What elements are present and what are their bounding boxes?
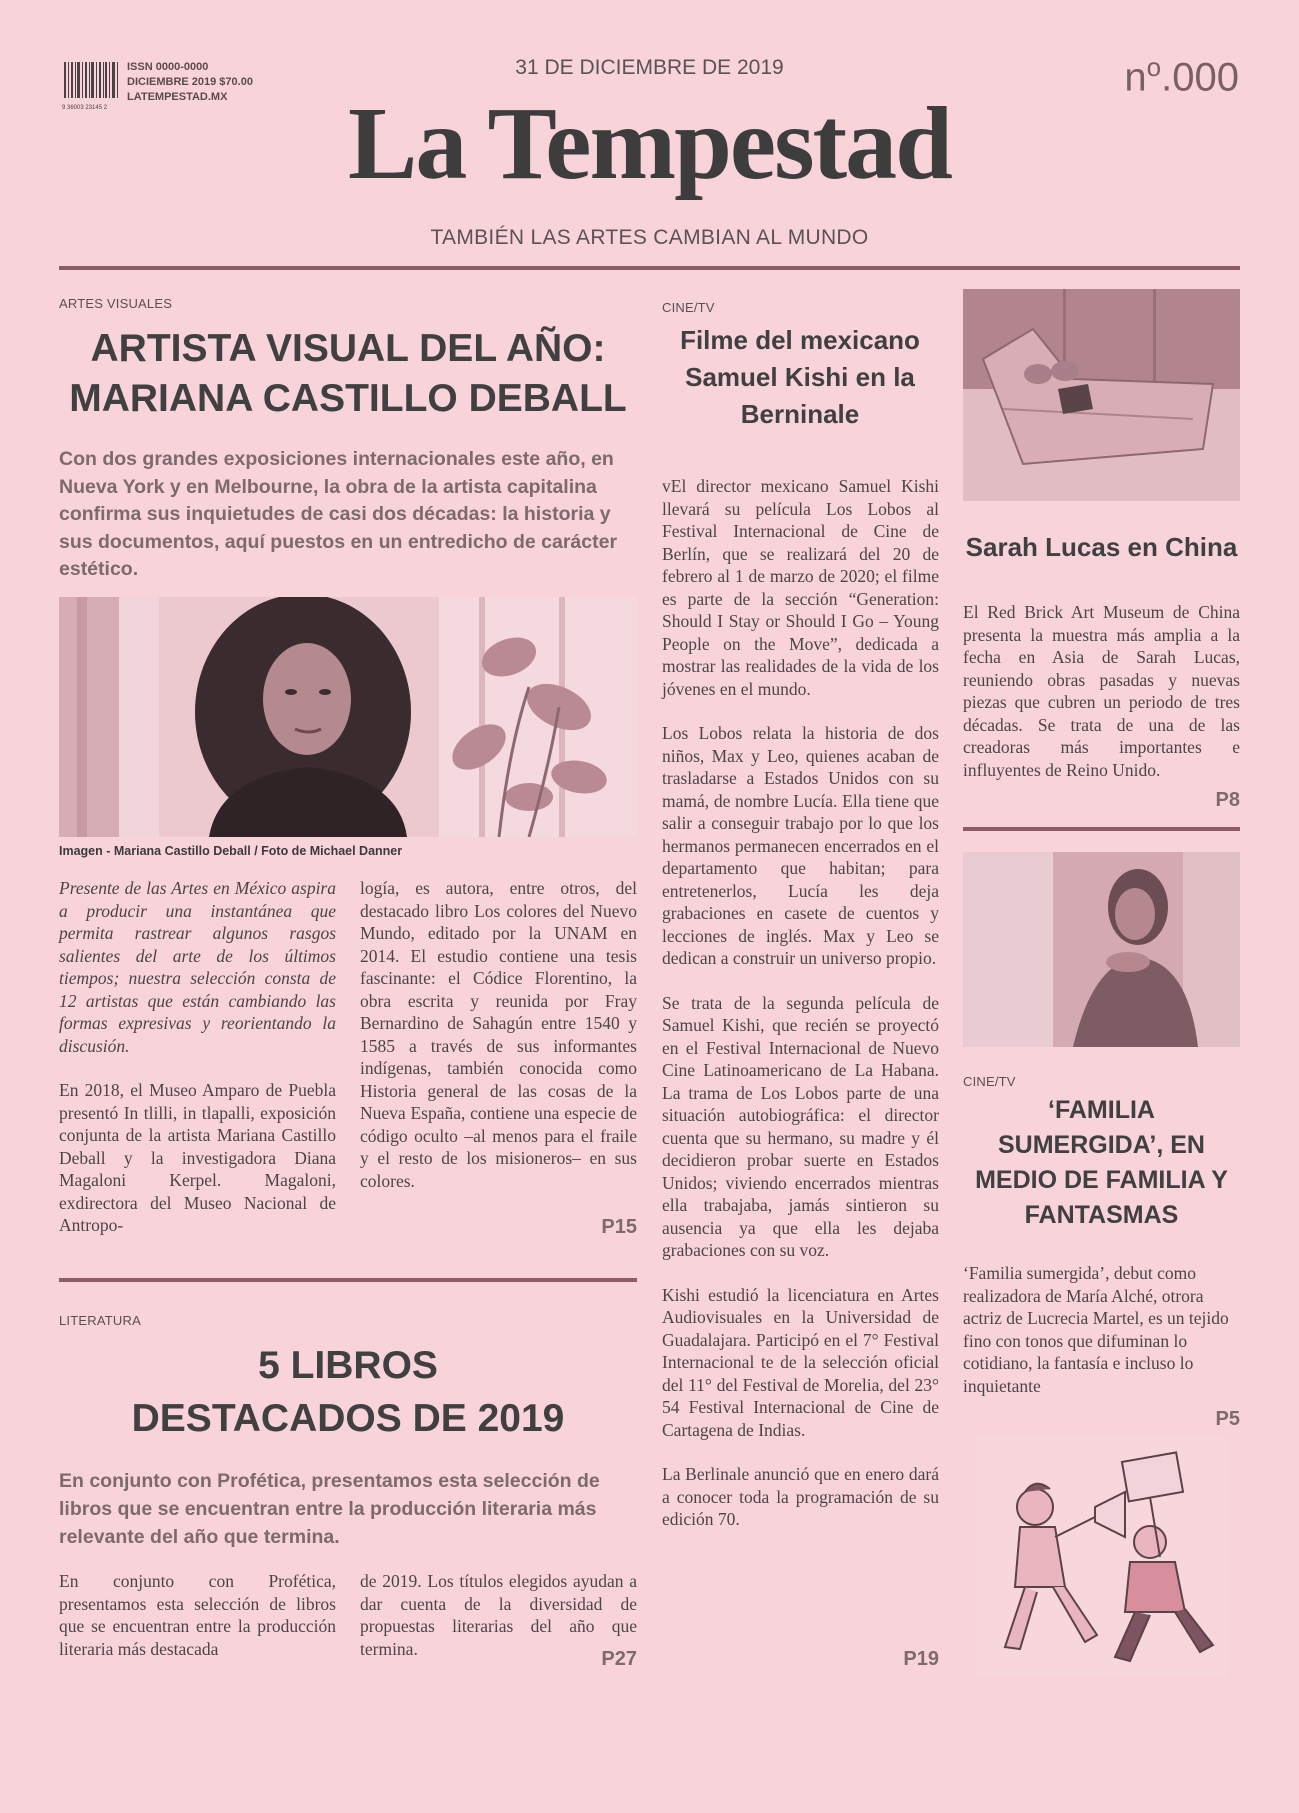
familia-column [963, 1262, 1240, 1419]
books-paragraph-2: de 2019. Los títulos elegidos ayudan a dar cuenta de la diversidad de propuestas literarias del año que termina. [360, 1571, 637, 1659]
tagline: TAMBIÉN LAS ARTES CAMBIAN AL MUNDO [430, 226, 869, 249]
books-page-ref: P27 [601, 1648, 637, 1670]
lucas-column [963, 601, 1240, 803]
issue-date: 31 DE DICIEMBRE DE 2019 [515, 56, 784, 79]
film-paragraph-3: Se trata de la segunda película de Samuel Kishi, que recién se proyectó en el Festival Internacional de Nuevo Cine Latinoamericano de La Habana. La trama de Los Lobos parte de una situación autobiográfica: el director cuenta que su hermano, su madre y él decidieron probar suerte en Estados Unidos; viviendo encerrados mientras ella trabajaba, jamás sintieron su ausencia ya que ella les dejaba grabaciones con su voz. [662, 992, 939, 1260]
protest-illustration [975, 1437, 1228, 1677]
section-label-literatura: LITERATURA [59, 1313, 141, 1328]
books-deck: En conjunto con Profética, presentamos esta selección de libros que se encuentran entre la producción literaria más relevante del año que termina. [59, 1470, 600, 1548]
film-headline: Filme del mexicano Samuel Kishi en la Berninale [680, 325, 920, 429]
lead-paragraph-1: En 2018, el Museo Amparo de Puebla presentó In tlilli, in tlapalli, exposición conjunta de la artista Mariana Castillo Deball y la investigadora Diana Magaloni Kerpel. Magaloni, exdirectora del Museo Nacional de Antropo- [59, 1080, 336, 1235]
lead-bottom-rule [59, 1278, 637, 1282]
familia-headline: ‘FAMILIA SUMERGIDA’, EN MEDIO DE FAMILIA Y FANTASMAS [975, 1096, 1228, 1229]
masthead-rule [59, 266, 1240, 270]
film-paragraph-5: La Berlinale anunció que en enero dará a conocer toda la programación de su edición 70. [662, 1464, 939, 1529]
film-paragraph-1: vEl director mexicano Samuel Kishi llevará su película Los Lobos al Festival Internacional de Cine de Berlín, que se realizará del 20 de febrero al 1 de marzo de 2020; el filme es parte de la sección “Generation: Should I Stay or Should I Go – Young People on the Move”, dedicada a mostrar las realidades de la vida de los jóvenes en el mundo. [662, 476, 939, 699]
woman-photo [963, 852, 1240, 1047]
mattress-photo [963, 289, 1240, 501]
section-label-artes: ARTES VISUALES [59, 296, 173, 311]
film-paragraph-4: Kishi estudió la licenciatura en Artes Audiovisuales en la Universidad de Guadalajara. Participó en el 7° Festival Internacional te de la selección oficial del 11° del Festival de Morelia, del 23° 54 Festival Internacional de Cine de Cartagena de Indias. [662, 1284, 939, 1440]
film-column [662, 475, 939, 1553]
barcode-number: 9 36003 23145 2 [62, 105, 108, 111]
lucas-headline: Sarah Lucas en China [965, 532, 1238, 562]
lucas-paragraph: El Red Brick Art Museum de China presenta la muestra más amplia a la fecha en Asia de Sarah Lucas, reuniendo obras pasadas y nuevas piezas que cubren un periodo de tres décadas. Se trata de una de las creadoras más importantes e influyentes de Reino Unido. [963, 602, 1240, 780]
section-label-cine: CINE/TV [662, 300, 715, 315]
books-paragraph-1: En conjunto con Profética, presentamos esta selección de libros que se encuentran entre la producción literaria más destacada [59, 1571, 336, 1659]
lead-intro: Presente de las Artes en México aspira a producir una instantánea que permita rastrear algunos rasgos salientes del arte de los últimos tiempos; nuestra selección consta de 12 artistas que están cambiando las formas expresivas y reorientando la discusión. [59, 878, 336, 1056]
artist-photo [59, 597, 637, 837]
familia-page-ref: P5 [1215, 1408, 1240, 1430]
lead-headline: ARTISTA VISUAL DEL AÑO: MARIANA CASTILLO DEBALL [69, 327, 627, 420]
photo-caption: Imagen - Mariana Castillo Deball / Foto de Michael Danner [59, 844, 403, 858]
film-paragraph-2: Los Lobos relata la historia de dos niños, Max y Leo, quienes acaban de trasladarse a Estados Unidos con su mamá, de nombre Lucía. Ella tiene que salir a conseguir trabajo por lo que los hermanos permanecen encerrados en el departamento que habitan; para entretenerlos, Lucía les deja grabaciones en casete de cuentos y lecciones de inglés. Max y Leo se dedican a construir un universo propio. [662, 723, 939, 968]
issue-number: $n^o.000$ [1124, 52, 1239, 100]
books-headline: 5 LIBROS DESTACADOS DE 2019 [131, 1344, 565, 1440]
section-label-cine-2: CINE/TV [963, 1074, 1016, 1089]
issn: ISSN 0000-0000 [127, 61, 209, 73]
issue-date-price: DICIEMBRE 2019 $70.00 [127, 76, 253, 88]
lead-deck: Con dos grandes exposiciones internacionales este año, en Nueva York y en Melbourne, la obra de la artista capitalina confirma sus inquietudes de casi dos décadas: la historia y sus documentos, aquí puestos en un entredicho de carácter estético. [59, 448, 618, 580]
lucas-page-ref: P8 [1215, 789, 1240, 811]
lead-column-2 [360, 877, 637, 1214]
lead-column-1 [59, 877, 336, 1259]
film-page-ref: P19 [903, 1648, 939, 1670]
lead-paragraph-2: logía, es autora, entre otros, del destacado libro Los colores del Nuevo Mundo, editado por la UNAM en 2014. El estudio contiene una tesis fascinante: el Códice Florentino, la obra escrita y reunida por Fray Bernardino de Sahagún entre 1540 y 1585 a través de sus informantes indígenas, también conocida como Historia general de las cosas de la Nueva España, contiene una especie de código oculto –al menos para el fraile y el resto de los misioneros– en sus colores. [360, 878, 637, 1191]
familia-paragraph: ‘Familia sumergida’, debut como realizadora de María Alché, otrora actriz de Lucrecia Martel, es un tejido fino con tonos que difuminan lo cotidiano, la fantasía e incluso lo inquietante [963, 1263, 1229, 1396]
right-column-rule [963, 827, 1240, 831]
books-column-1 [59, 1570, 336, 1682]
website: LATEMPESTAD.MX [127, 91, 228, 103]
newspaper-title: La Tempestad [347, 86, 952, 201]
lead-page-ref: P15 [601, 1216, 637, 1238]
